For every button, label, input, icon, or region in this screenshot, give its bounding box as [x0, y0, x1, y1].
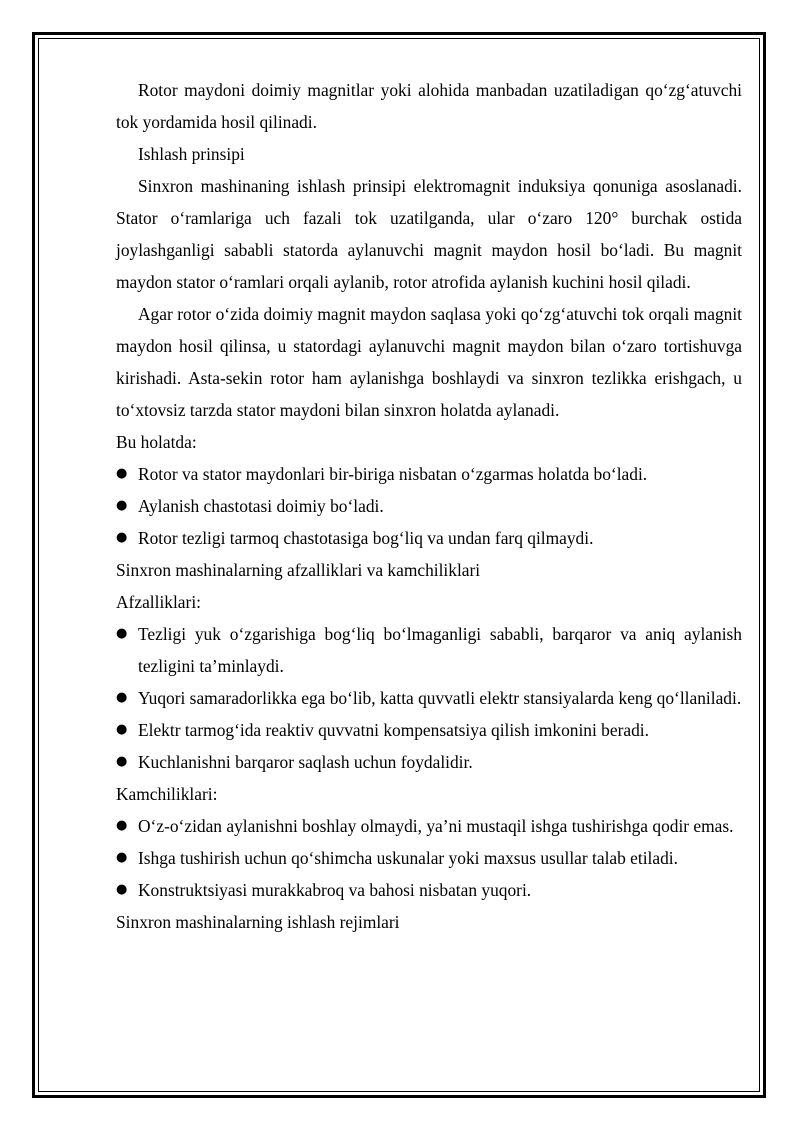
bullet-icon: ●: [116, 626, 128, 641]
bullet-icon: ●: [116, 754, 128, 769]
list-item: ● Rotor va stator maydonlari bir-biriga nisbatan o‘zgarmas holatda bo‘ladi.: [116, 458, 742, 490]
list-item: ● Rotor tezligi tarmoq chastotasiga bog‘liq va undan farq qilmaydi.: [116, 522, 742, 554]
state-label: Bu holatda:: [116, 432, 197, 452]
advantages-list: [116, 618, 742, 778]
state-list: [116, 458, 742, 554]
section-heading-modes: Sinxron mashinalarning ishlash rejimlari: [116, 912, 400, 932]
bullet-icon: ●: [116, 882, 128, 897]
bullet-icon: ●: [116, 850, 128, 865]
section-heading-principle: Ishlash prinsipi: [138, 144, 245, 164]
list-item: ● O‘z-o‘zidan aylanishni boshlay olmaydi, ya’ni mustaqil ishga tushirishga qodir emas.: [116, 810, 742, 842]
bullet-icon: ●: [116, 722, 128, 737]
list-item: ● Aylanish chastotasi doimiy bo‘ladi.: [116, 490, 742, 522]
paragraph-principle-2: Agar rotor o‘zida doimiy magnit maydon saqlasa yoki qo‘zg‘atuvchi tok orqali magnit maydon hosil qilinsa, u statordagi aylanuvchi magnit maydon bilan o‘zaro tortishuvga kirishadi. Asta-sekin rotor ham aylanishga boshlaydi va sinxron tezlikka erishgach, u to‘xtovsiz tarzda stator maydoni bilan sinxron holatda aylanadi.: [116, 304, 742, 420]
paragraph-rotor-field: Rotor maydoni doimiy magnitlar yoki alohida manbadan uzatiladigan qo‘zg‘atuvchi tok yordamida hosil qilinadi.: [116, 80, 742, 132]
list-item: ● Elektr tarmog‘ida reaktiv quvvatni kompensatsiya qilish imkonini beradi.: [116, 714, 742, 746]
bullet-icon: ●: [116, 498, 128, 513]
bullet-icon: ●: [116, 818, 128, 833]
list-item: ● Konstruktsiyasi murakkabroq va bahosi nisbatan yuqori.: [116, 874, 742, 906]
bullet-icon: ●: [116, 530, 128, 545]
disadvantages-list: [116, 810, 742, 906]
paragraph-principle-1: Sinxron mashinaning ishlash prinsipi elektromagnit induksiya qonuniga asoslanadi. Stator o‘ramlariga uch fazali tok uzatilganda, ular o‘zaro 120° burchak ostida joylashganligi sababli statorda aylanuvchi magnit maydon hosil bo‘ladi. Bu magnit maydon stator o‘ramlari orqali aylanib, rotor atrofida aylanish kuchini hosil qiladi.: [116, 176, 742, 292]
section-heading-pros-cons: Sinxron mashinalarning afzalliklari va kamchiliklari: [116, 560, 481, 580]
list-item: ● Ishga tushirish uchun qo‘shimcha uskunalar yoki maxsus usullar talab etiladi.: [116, 842, 742, 874]
bullet-icon: ●: [116, 690, 128, 705]
list-item: ● Tezligi yuk o‘zgarishiga bog‘liq bo‘lmaganligi sababli, barqaror va aniq aylanish tezligini ta’minlaydi.: [116, 618, 742, 682]
list-item: ● Yuqori samaradorlikka ega bo‘lib, katta quvvatli elektr stansiyalarda keng qo‘llaniladi.: [116, 682, 742, 714]
document-body: [116, 74, 742, 938]
bullet-icon: ●: [116, 466, 128, 481]
advantages-label: Afzalliklari:: [116, 592, 201, 612]
disadvantages-label: Kamchiliklari:: [116, 784, 218, 804]
list-item: ● Kuchlanishni barqaror saqlash uchun foydalidir.: [116, 746, 742, 778]
